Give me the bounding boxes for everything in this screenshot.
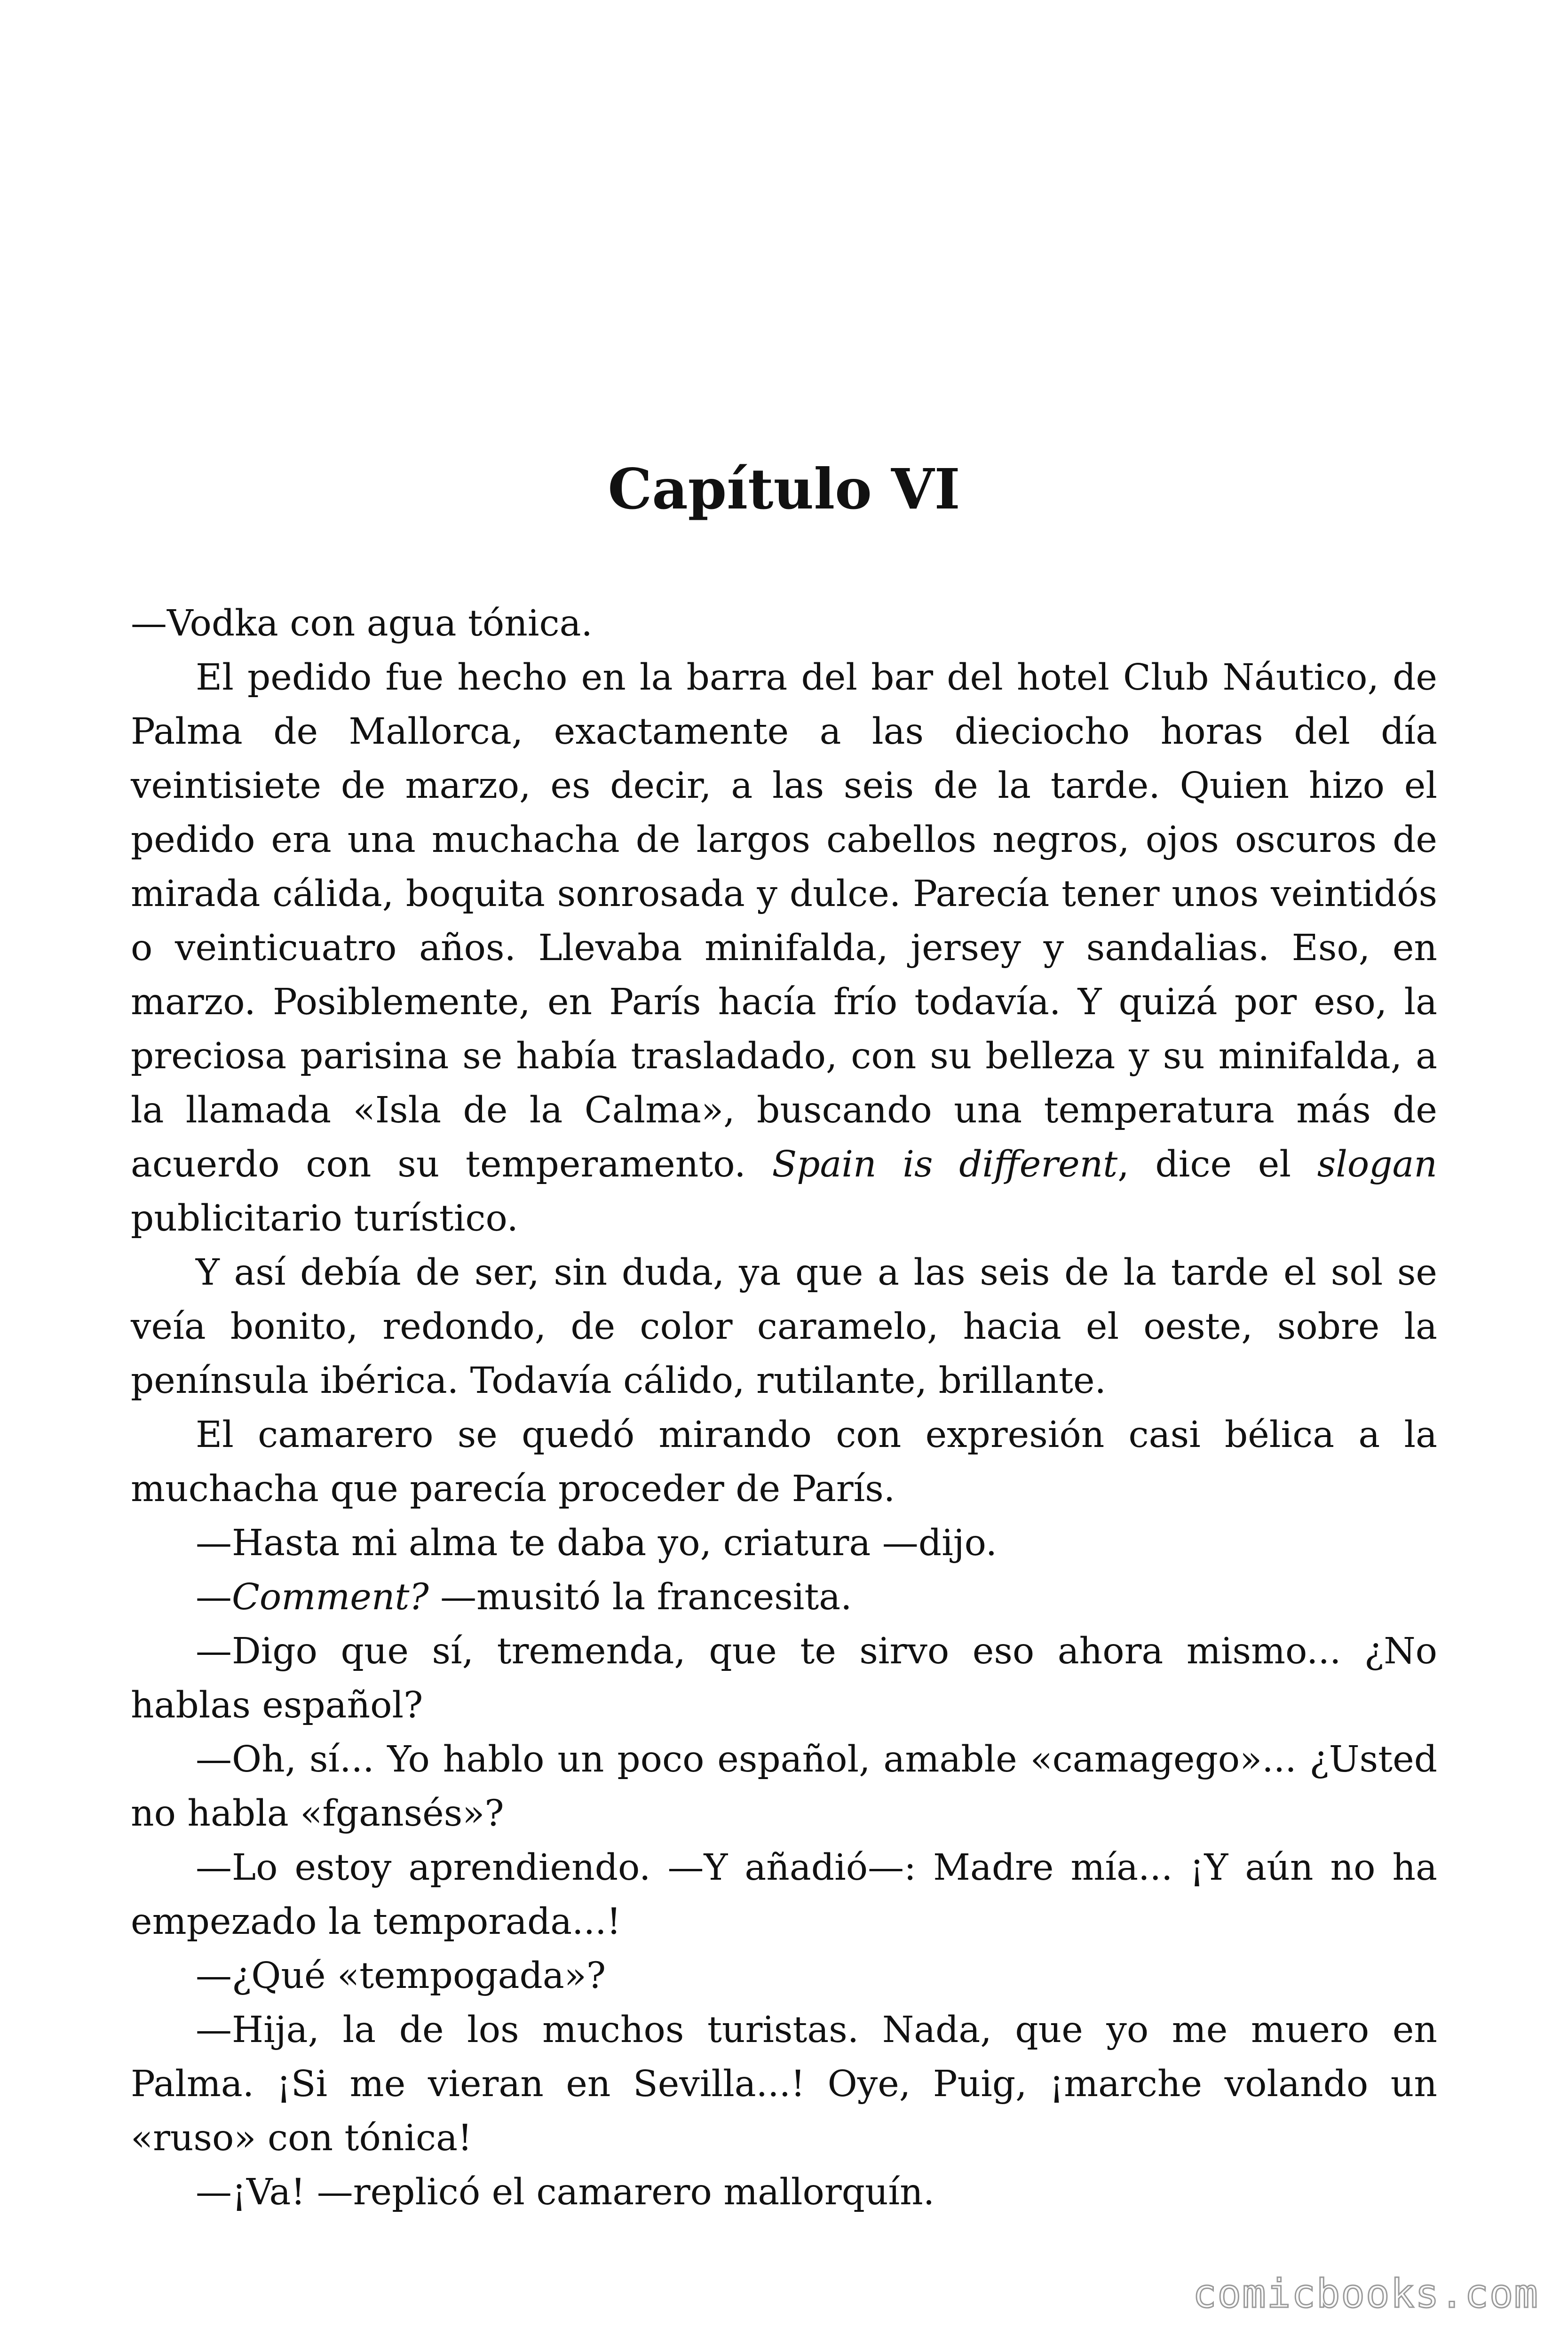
- paragraph-5: —Hasta mi alma te daba yo, criatura —dijo.: [196, 1522, 998, 1564]
- paragraph-8: —Oh, sí... Yo hablo un poco español, amable «camagego»... ¿Usted no habla «fgansés»?: [131, 1739, 1437, 1835]
- paragraph-10: —¿Qué «tempogada»?: [196, 1955, 606, 1997]
- paragraph-6-rest: —musitó la francesita.: [428, 1576, 852, 1618]
- paragraph-4: El camarero se quedó mirando con expresión casi bélica a la muchacha que parecía proceder de París.: [131, 1414, 1437, 1510]
- paragraph-7: —Digo que sí, tremenda, que te sirvo eso ahora mismo... ¿No hablas español?: [131, 1630, 1437, 1726]
- paragraph-11: —Hija, la de los muchos turistas. Nada, que yo me muero en Palma. ¡Si me vieran en Sevilla...! Oye, Puig, ¡marche volando un «ruso» con tónica!: [131, 2009, 1437, 2159]
- paragraph-12: —¡Va! —replicó el camarero mallorquín.: [196, 2171, 935, 2213]
- paragraph-9: —Lo estoy aprendiendo. —Y añadió—: Madre mía... ¡Y aún no ha empezado la temporada...!: [131, 1847, 1437, 1943]
- paragraph-3: Y así debía de ser, sin duda, ya que a las seis de la tarde el sol se veía bonito, redondo, de color caramelo, hacia el oeste, sobre la península ibérica. Todavía cálido, rutilante, brillante.: [131, 1252, 1437, 1402]
- paragraph-1: —Vodka con agua tónica.: [131, 603, 593, 644]
- paragraph-2: [131, 651, 1437, 1246]
- paragraph-2-italic-phrase: Spain is different: [772, 1144, 1118, 1185]
- chapter-title: Capítulo VI: [608, 456, 960, 522]
- chapter-body: [131, 596, 1437, 2219]
- watermark-text: comicbooks.com: [1192, 2271, 1539, 2317]
- paragraph-2-part-3: publicitario turístico.: [131, 1198, 518, 1240]
- paragraph-6-italic-comment: Comment?: [232, 1576, 429, 1618]
- paragraph-6: [131, 1570, 1437, 1624]
- paragraph-2-italic-slogan: slogan: [1317, 1144, 1437, 1185]
- paragraph-6-dash: —: [196, 1576, 232, 1618]
- paragraph-2-part-1: El pedido fue hecho en la barra del bar del hotel Club Náutico, de Palma de Mallorca, exactamente a las dieciocho horas del día veintisiete de marzo, es decir, a las seis de la tarde. Quien hizo el pedido era una muchacha de largos cabellos negros, ojos oscuros de mirada cálida, boquita sonrosada y dulce. Parecía tener unos veintidós o veinticuatro años. Llevaba minifalda, jersey y sandalias. Eso, en marzo. Posiblemente, en París hacía frío todavía. Y quizá por eso, la preciosa parisina se había trasladado, con su belleza y su minifalda, a la llamada «Isla de la Calma», buscando una temperatura más de acuerdo con su temperamento.: [131, 657, 1437, 1185]
- paragraph-2-part-2: , dice el: [1117, 1144, 1317, 1185]
